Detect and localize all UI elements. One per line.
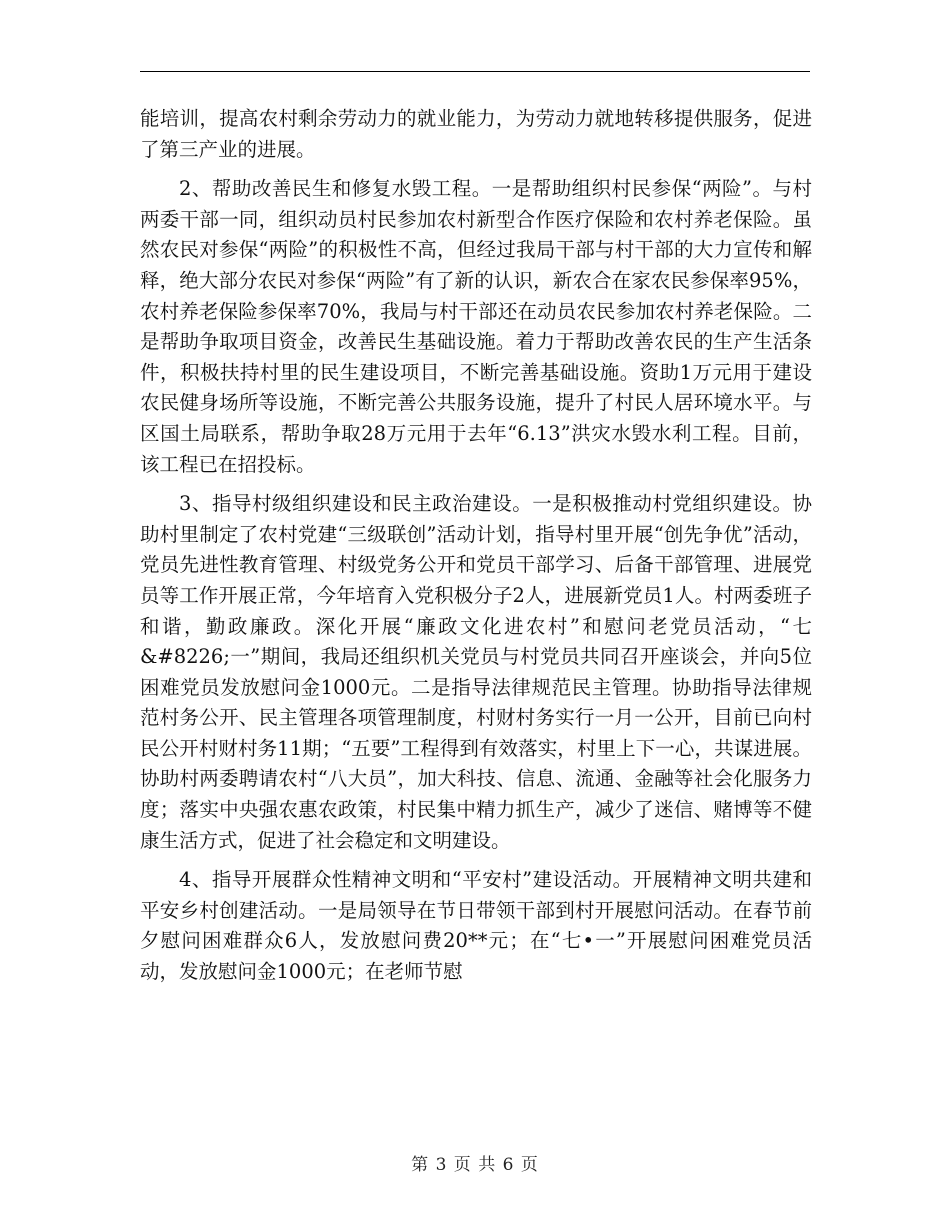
paragraph-2: 2、帮助改善民生和修复水毁工程。一是帮助组织村民参保“两险”。与村两委干部一同，组织动员村民参加农村新型合作医疗保险和农村养老保险。虽然农民对参保“两险”的积极性不高，但经过我局干部与村干部的大力宣传和解释，绝大部分农民对参保“两险”有了新的认识，新农合在家农民参保率95%，农村养老保险参保率70%，我局与村干部还在动员农民参加农村养老保险。二是帮助争取项目资金，改善民生基础设施。着力于帮助改善农民的生产生活条件，积极扶持村里的民生建设项目，不断完善基础设施。资助1万元用于建设农民健身场所等设施，不断完善公共服务设施，提升了村民人居环境水平。与区国土局联系，帮助争取28万元用于去年“6.13”洪灾水毁水利工程。目前，该工程已在招投标。 — [140, 177, 812, 476]
paragraph-continuation: 能培训，提高农村剩余劳动力的就业能力，为劳动力就地转移提供服务，促进了第三产业的进展。 — [140, 107, 812, 161]
body-text — [140, 104, 812, 988]
page-number: 第 3 页 共 6 页 — [411, 1155, 539, 1175]
header-rule — [140, 71, 810, 72]
paragraph-4: 4、指导开展群众性精神文明和“平安村”建设活动。开展精神文明共建和平安乡村创建活动。一是局领导在节日带领干部到村开展慰问活动。在春节前夕慰问困难群众6人，发放慰问费20**元；在“七•一”开展慰问困难党员活动，发放慰问金1000元；在老师节慰 — [140, 868, 812, 984]
paragraph-3: 3、指导村级组织建设和民主政治建设。一是积极推动村党组织建设。协助村里制定了农村党建“三级联创”活动计划，指导村里开展“创先争优”活动，党员先进性教育管理、村级党务公开和党员干部学习、后备干部管理、进展党员等工作开展正常，今年培育入党积极分子2人，进展新党员1人。村两委班子和谐，勤政廉政。深化开展“廉政文化进农村”和慰问老党员活动，“七&#8226;一”期间，我局还组织机关党员与村党员共同召开座谈会，并向5位困难党员发放慰问金1000元。二是指导法律规范民主管理。协助指导法律规范村务公开、民主管理各项管理制度，村财村务实行一月一公开，目前已向村民公开村财村务11期；“五要”工程得到有效落实，村里上下一心，共谋进展。协助村两委聘请农村“八大员”，加大科技、信息、流通、金融等社会化服务力度；落实中央强农惠农政策，村民集中精力抓生产，减少了迷信、赌博等不健康生活方式，促进了社会稳定和文明建设。 — [140, 492, 812, 852]
